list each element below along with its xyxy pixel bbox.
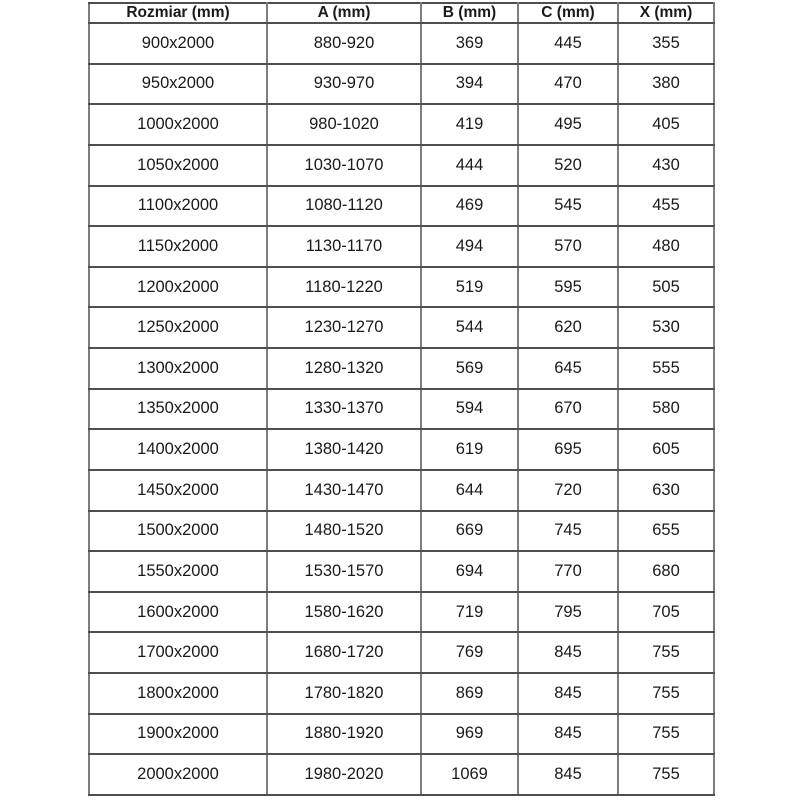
column-header: B (mm) xyxy=(421,3,518,23)
table-cell: 1530-1570 xyxy=(267,551,421,592)
table-cell: 880-920 xyxy=(267,23,421,64)
table-cell: 594 xyxy=(421,389,518,430)
table-cell: 544 xyxy=(421,307,518,348)
table-row xyxy=(89,64,714,105)
table-row xyxy=(89,145,714,186)
table-cell: 1480-1520 xyxy=(267,511,421,552)
column-header: C (mm) xyxy=(518,3,618,23)
table-cell: 530 xyxy=(618,307,714,348)
table-cell: 845 xyxy=(518,754,618,795)
table-row xyxy=(89,389,714,430)
table-cell: 505 xyxy=(618,267,714,308)
table-row xyxy=(89,754,714,795)
table-cell: 1350x2000 xyxy=(89,389,267,430)
table-cell: 845 xyxy=(518,632,618,673)
table-cell: 1380-1420 xyxy=(267,429,421,470)
table-cell: 519 xyxy=(421,267,518,308)
table-row xyxy=(89,632,714,673)
table-row xyxy=(89,104,714,145)
table-cell: 845 xyxy=(518,673,618,714)
table-cell: 980-1020 xyxy=(267,104,421,145)
table-cell: 869 xyxy=(421,673,518,714)
table-cell: 444 xyxy=(421,145,518,186)
table-cell: 745 xyxy=(518,511,618,552)
table-cell: 555 xyxy=(618,348,714,389)
table-cell: 1450x2000 xyxy=(89,470,267,511)
table-cell: 480 xyxy=(618,226,714,267)
table-cell: 1050x2000 xyxy=(89,145,267,186)
table-cell: 655 xyxy=(618,511,714,552)
table-header xyxy=(89,3,714,23)
table-cell: 969 xyxy=(421,714,518,755)
table-cell: 1280-1320 xyxy=(267,348,421,389)
table-cell: 769 xyxy=(421,632,518,673)
table-cell: 495 xyxy=(518,104,618,145)
table-cell: 1230-1270 xyxy=(267,307,421,348)
size-spec-table xyxy=(88,2,715,796)
table-cell: 580 xyxy=(618,389,714,430)
table-cell: 755 xyxy=(618,714,714,755)
table-cell: 419 xyxy=(421,104,518,145)
table-row xyxy=(89,673,714,714)
table-cell: 770 xyxy=(518,551,618,592)
table-row xyxy=(89,511,714,552)
table-cell: 1080-1120 xyxy=(267,186,421,227)
table-cell: 930-970 xyxy=(267,64,421,105)
table-row xyxy=(89,551,714,592)
table-cell: 405 xyxy=(618,104,714,145)
table-cell: 1700x2000 xyxy=(89,632,267,673)
table-cell: 494 xyxy=(421,226,518,267)
table-cell: 1980-2020 xyxy=(267,754,421,795)
table-row xyxy=(89,429,714,470)
table-cell: 570 xyxy=(518,226,618,267)
table-cell: 755 xyxy=(618,632,714,673)
table-cell: 1680-1720 xyxy=(267,632,421,673)
table-cell: 755 xyxy=(618,754,714,795)
table-cell: 1069 xyxy=(421,754,518,795)
table-cell: 355 xyxy=(618,23,714,64)
table-cell: 1900x2000 xyxy=(89,714,267,755)
table-body xyxy=(89,23,714,795)
table-cell: 605 xyxy=(618,429,714,470)
table-row xyxy=(89,267,714,308)
table-cell: 470 xyxy=(518,64,618,105)
table-cell: 619 xyxy=(421,429,518,470)
table-cell: 394 xyxy=(421,64,518,105)
header-row xyxy=(89,3,714,23)
table-cell: 1800x2000 xyxy=(89,673,267,714)
table-cell: 720 xyxy=(518,470,618,511)
table-cell: 644 xyxy=(421,470,518,511)
table-cell: 569 xyxy=(421,348,518,389)
table-cell: 2000x2000 xyxy=(89,754,267,795)
table-cell: 669 xyxy=(421,511,518,552)
table-cell: 1880-1920 xyxy=(267,714,421,755)
table-row xyxy=(89,714,714,755)
table-cell: 430 xyxy=(618,145,714,186)
table-cell: 1430-1470 xyxy=(267,470,421,511)
table-cell: 630 xyxy=(618,470,714,511)
table-row xyxy=(89,348,714,389)
table-cell: 645 xyxy=(518,348,618,389)
table-cell: 445 xyxy=(518,23,618,64)
table-cell: 1130-1170 xyxy=(267,226,421,267)
table-cell: 1030-1070 xyxy=(267,145,421,186)
table-cell: 1100x2000 xyxy=(89,186,267,227)
column-header: Rozmiar (mm) xyxy=(89,3,267,23)
table-cell: 1550x2000 xyxy=(89,551,267,592)
table-cell: 705 xyxy=(618,592,714,633)
table-cell: 719 xyxy=(421,592,518,633)
table-cell: 845 xyxy=(518,714,618,755)
table-row xyxy=(89,23,714,64)
table-cell: 545 xyxy=(518,186,618,227)
table-cell: 695 xyxy=(518,429,618,470)
table-cell: 469 xyxy=(421,186,518,227)
table-cell: 1150x2000 xyxy=(89,226,267,267)
table-cell: 1250x2000 xyxy=(89,307,267,348)
column-header: A (mm) xyxy=(267,3,421,23)
table-row xyxy=(89,592,714,633)
table-cell: 380 xyxy=(618,64,714,105)
table-row xyxy=(89,226,714,267)
table-cell: 369 xyxy=(421,23,518,64)
table-cell: 900x2000 xyxy=(89,23,267,64)
table-cell: 595 xyxy=(518,267,618,308)
table-cell: 795 xyxy=(518,592,618,633)
table-cell: 755 xyxy=(618,673,714,714)
table-row xyxy=(89,307,714,348)
table-cell: 1330-1370 xyxy=(267,389,421,430)
table-cell: 1580-1620 xyxy=(267,592,421,633)
table-cell: 520 xyxy=(518,145,618,186)
table-cell: 694 xyxy=(421,551,518,592)
table-cell: 1600x2000 xyxy=(89,592,267,633)
table-cell: 620 xyxy=(518,307,618,348)
table-cell: 1400x2000 xyxy=(89,429,267,470)
table-cell: 1000x2000 xyxy=(89,104,267,145)
table-cell: 1780-1820 xyxy=(267,673,421,714)
table-row xyxy=(89,186,714,227)
table-cell: 670 xyxy=(518,389,618,430)
table-cell: 1180-1220 xyxy=(267,267,421,308)
table-cell: 680 xyxy=(618,551,714,592)
table-cell: 1200x2000 xyxy=(89,267,267,308)
table-cell: 1300x2000 xyxy=(89,348,267,389)
column-header: X (mm) xyxy=(618,3,714,23)
table-row xyxy=(89,470,714,511)
table-cell: 1500x2000 xyxy=(89,511,267,552)
table-cell: 950x2000 xyxy=(89,64,267,105)
table-cell: 455 xyxy=(618,186,714,227)
